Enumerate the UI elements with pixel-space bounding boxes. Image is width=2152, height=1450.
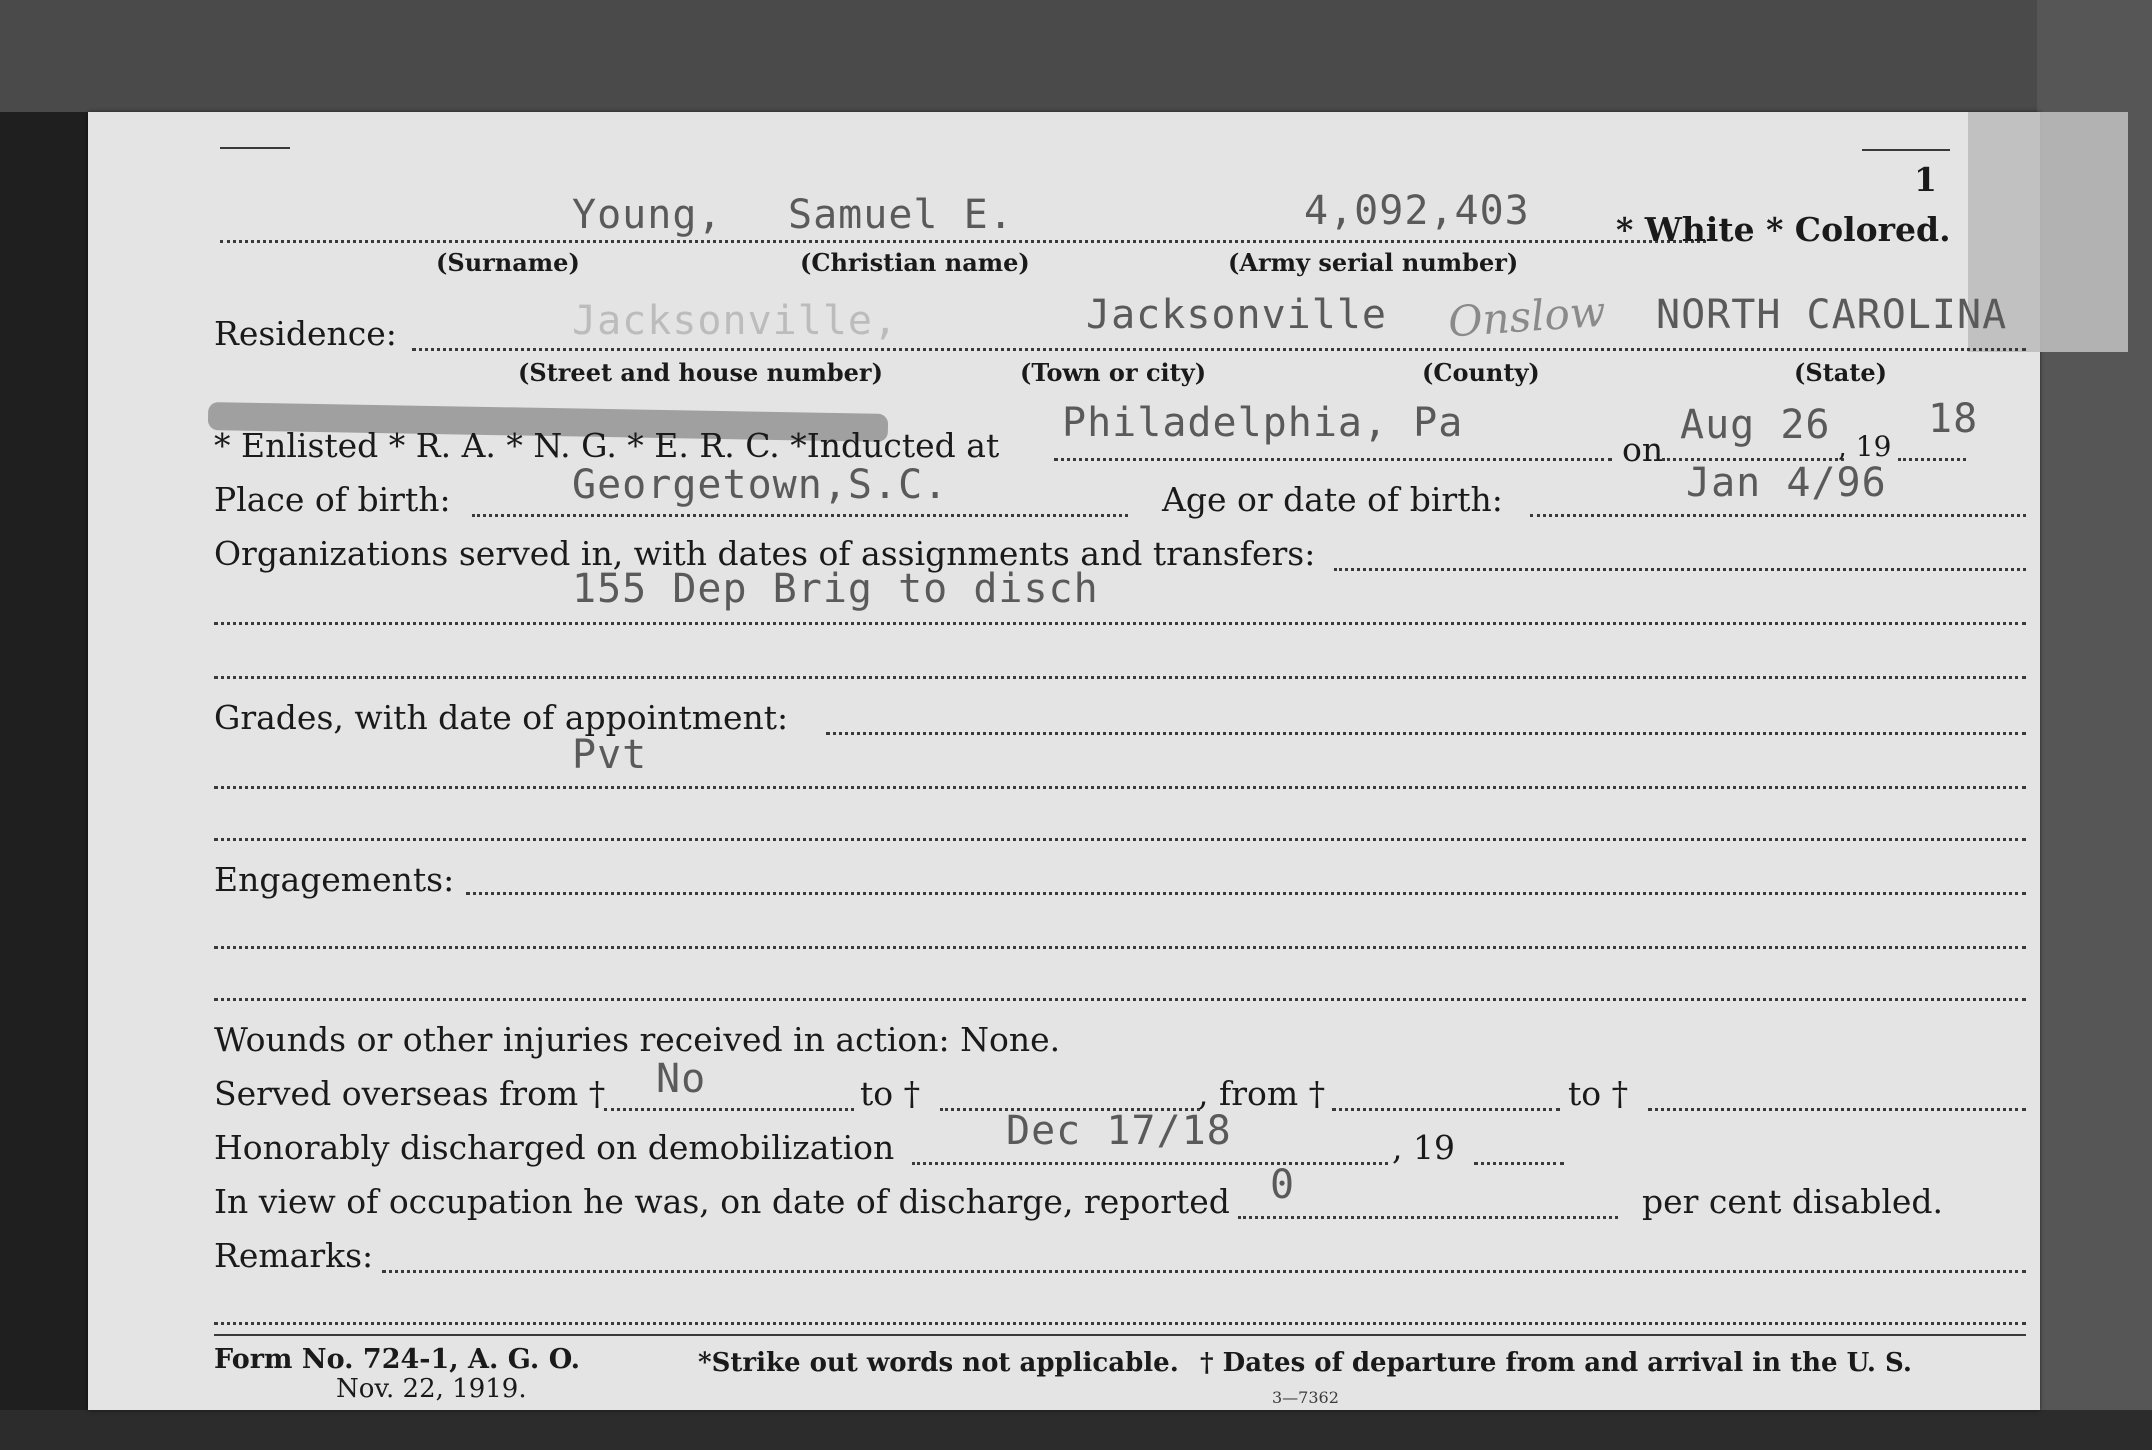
disability-label: In view of occupation he was, on date of discharge, reported (214, 1182, 1230, 1221)
organizations-line-2 (214, 622, 2026, 625)
remarks-label: Remarks: (214, 1236, 374, 1275)
overseas-from2-label: , from † (1198, 1074, 1326, 1113)
on-label: on (1622, 430, 1664, 469)
christian-caption: (Christian name) (800, 248, 1030, 277)
serial-caption: (Army serial number) (1228, 248, 1519, 277)
overseas-from2-line (1332, 1108, 1560, 1111)
grades-line-3 (214, 838, 2026, 841)
birth-date-value: Jan 4/96 (1686, 460, 1887, 506)
strike-note: *Strike out words not applicable. (698, 1348, 1179, 1378)
residence-label: Residence: (214, 314, 397, 353)
enlisted-label: * Enlisted * R. A. * N. G. * E. R. C. *Inducted at (214, 426, 1000, 465)
overseas-from-line (604, 1108, 854, 1111)
overseas-label: Served overseas from † (214, 1074, 606, 1113)
grades-label: Grades, with date of appointment: (214, 698, 789, 737)
county-caption: (County) (1422, 358, 1540, 387)
county-value: Onslow (1446, 286, 1608, 347)
corner-rule-right (1862, 149, 1950, 151)
engagements-label: Engagements: (214, 860, 455, 899)
disability-suffix: per cent disabled. (1642, 1182, 1944, 1221)
engagements-line-3 (214, 998, 2026, 1001)
scan-border-top (0, 0, 2152, 112)
state-caption: (State) (1794, 358, 1888, 387)
year-prefix: , 19 (1838, 430, 1892, 463)
form-number: Form No. 724-1, A. G. O. (214, 1344, 581, 1375)
dates-note: † Dates of departure from and arrival in the U. S. (1200, 1348, 1912, 1378)
induction-place: Philadelphia, Pa (1062, 400, 1464, 446)
town-value: Jacksonville (1086, 292, 1387, 338)
street-value: Jacksonville, (572, 298, 899, 344)
grades-line-2 (214, 786, 2026, 789)
organizations-label: Organizations served in, with dates of assignments and transfers: (214, 534, 1316, 573)
wounds-label: Wounds or other injuries received in action: None. (214, 1020, 1061, 1059)
state-value: NORTH CAROLINA (1656, 292, 2008, 338)
discharge-date: Dec 17/18 (1006, 1108, 1232, 1154)
street-caption: (Street and house number) (518, 358, 883, 387)
induction-place-line (1054, 458, 1612, 461)
discharge-year-label: , 19 (1392, 1128, 1455, 1167)
disability-value: 0 (1270, 1162, 1296, 1208)
print-code: 3—7362 (1272, 1388, 1339, 1407)
induction-year: 18 (1928, 396, 1979, 442)
overseas-to2-line (1648, 1108, 2026, 1111)
birth-place-value: Georgetown,S.C. (572, 462, 949, 508)
organizations-value: 155 Dep Brig to disch (572, 566, 1099, 612)
organizations-line-3 (214, 676, 2026, 679)
birth-place-label: Place of birth: (214, 480, 451, 519)
corner-rule (220, 147, 290, 149)
service-record-card (88, 112, 2040, 1410)
induction-date: Aug 26 (1680, 402, 1831, 448)
race-options: * White * Colored. (1616, 210, 1951, 249)
birth-date-line (1530, 514, 2026, 517)
overseas-to-label: to † (860, 1074, 921, 1113)
card-number: 1 (1914, 160, 1937, 199)
discharge-year-line (1474, 1162, 1564, 1165)
surname-value: Young, (572, 192, 723, 238)
discharge-label: Honorably discharged on demobilization (214, 1128, 895, 1167)
grades-value: Pvt (572, 732, 648, 778)
grades-line-1 (826, 732, 2026, 735)
engagements-line-1 (466, 892, 2026, 895)
birth-place-line (472, 514, 1128, 517)
christian-name-value: Samuel E. (788, 192, 1014, 238)
age-label: Age or date of birth: (1162, 480, 1503, 519)
surname-caption: (Surname) (436, 248, 580, 277)
remarks-line-1 (382, 1270, 2026, 1273)
organizations-line-1 (1334, 568, 2026, 571)
discharge-date-line (912, 1162, 1388, 1165)
serial-number-value: 4,092,403 (1304, 188, 1530, 234)
scan-border-left (0, 0, 95, 1450)
year-line (1898, 458, 1966, 461)
scan-border-bottom (0, 1410, 2152, 1450)
remarks-line-2 (214, 1322, 2026, 1325)
overseas-value: No (656, 1056, 707, 1102)
footer-rule (214, 1334, 2026, 1336)
form-date: Nov. 22, 1919. (336, 1374, 527, 1404)
disability-line (1238, 1216, 1618, 1219)
overseas-to2-label: to † (1568, 1074, 1629, 1113)
residence-line (412, 348, 2026, 351)
name-line (220, 240, 1706, 243)
engagements-line-2 (214, 946, 2026, 949)
town-caption: (Town or city) (1020, 358, 1207, 387)
